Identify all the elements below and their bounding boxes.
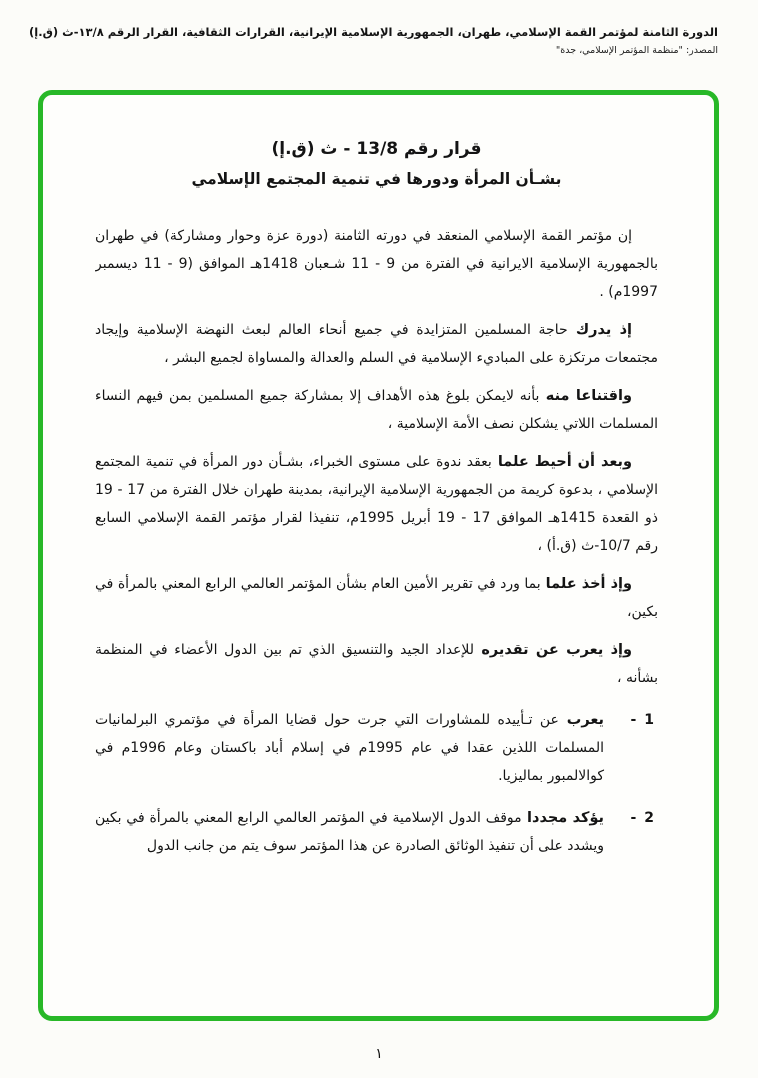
paragraph-lead: إذ يدرك: [567, 322, 633, 338]
item-number: 1 -: [630, 712, 654, 728]
paragraph-lead: واقتناعا منه: [539, 388, 632, 404]
preamble-paragraph: إذ يدرك حاجة المسلمين المتزايدة في جميع أنحاء العالم لبعث النهضة الإسلامية وإيجاد مجتمعات مرتكزة على المباديء الإسلامية في السلم والعدالة والمساواة لجميع البشر ،: [95, 322, 658, 366]
resolution-body: [95, 139, 658, 1006]
item-number: 2 -: [630, 810, 654, 826]
document-citation-header: [29, 24, 718, 57]
operative-item: [95, 804, 658, 860]
item-lead: يؤكد مجددا: [521, 810, 604, 826]
document-frame-border: [38, 90, 719, 1021]
preamble-paragraph: إن مؤتمر القمة الإسلامي المنعقد في دورته الثامنة (دورة عزة وحوار ومشاركة) في طهران بالجمهورية الإسلامية الايرانية في الفترة من 9 - 11 شـعبان 1418هـ الموافق (9 - 11 ديسمبر 1997م) .: [95, 228, 658, 300]
citation-line: الدورة الثامنة لمؤتمر القمة الإسلامي، طهران، الجمهورية الإسلامية الإيرانية، القرارات الثقافية، القرار الرقم ١٣/٨-ث (ق.إ): [29, 25, 718, 39]
preamble-paragraph: وبعد أن أحيط علما بعقد ندوة على مستوى الخبراء، بشـأن دور المرأة في تنمية المجتمع الإسلامي ، بدعوة كريمة من الجمهورية الإسلامية الإيرانية، بمدينة طهران خلال الفترة من 17 - 19 ذو القعدة 1415هـ الموافق 17 - 19 أبريل 1995م، تنفيذا لقرار مؤتمر القمة الإسلامي السابع رقم 10/7-ث (ق.أ) ،: [95, 454, 658, 554]
resolution-title: قرار رقم 13/8 - ث (ق.إ): [271, 139, 482, 159]
paragraph-lead: وبعد أن أحيط علما: [491, 454, 633, 470]
item-text: يؤكد مجددا موقف الدول الإسلامية في المؤتمر العالمي الرابع المعني بالمرأة في بكين ويشدد على أن تنفيذ الوثائق الصادرة عن هذا المؤتمر سوف يتم من جانب الدول: [95, 810, 604, 854]
paragraph-lead: وإذ يعرب عن تقديره: [474, 642, 633, 658]
resolution-subtitle: بشـأن المرأة ودورها في تنمية المجتمع الإسلامي: [191, 170, 562, 188]
operative-items: [95, 706, 658, 860]
item-lead: يعرب: [558, 712, 604, 728]
preamble-paragraph: واقتناعا منه بأنه لايمكن بلوغ هذه الأهداف إلا بمشاركة جميع المسلمين بمن فيهم النساء المسلمات اللاتي يشكلن نصف الأمة الإسلامية ،: [95, 388, 658, 432]
preamble-paragraph: وإذ يعرب عن تقديره للإعداد الجيد والتنسيق الذي تم بين الدول الأعضاء في المنظمة بشأنه ،: [95, 642, 658, 686]
paragraph-lead: وإذ أخذ علما: [540, 576, 633, 592]
page-number: ١: [375, 1046, 383, 1062]
source-line: المصدر: "منظمة المؤتمر الإسلامي، جدة": [555, 45, 718, 57]
item-text: يعرب عن تـأييده للمشاورات التي جرت حول قضايا المرأة في مؤتمري البرلمانيات المسلمات اللذين عقدا في عام 1995م في إسلام أباد باكستان وعام 1996م في كوالالمبور بماليزيا.: [95, 712, 605, 784]
operative-item: [95, 706, 658, 790]
preamble-paragraphs: [95, 222, 658, 692]
preamble-paragraph: وإذ أخذ علما بما ورد في تقرير الأمين العام بشأن المؤتمر العالمي الرابع المعني بالمرأة في بكين،: [95, 576, 658, 620]
